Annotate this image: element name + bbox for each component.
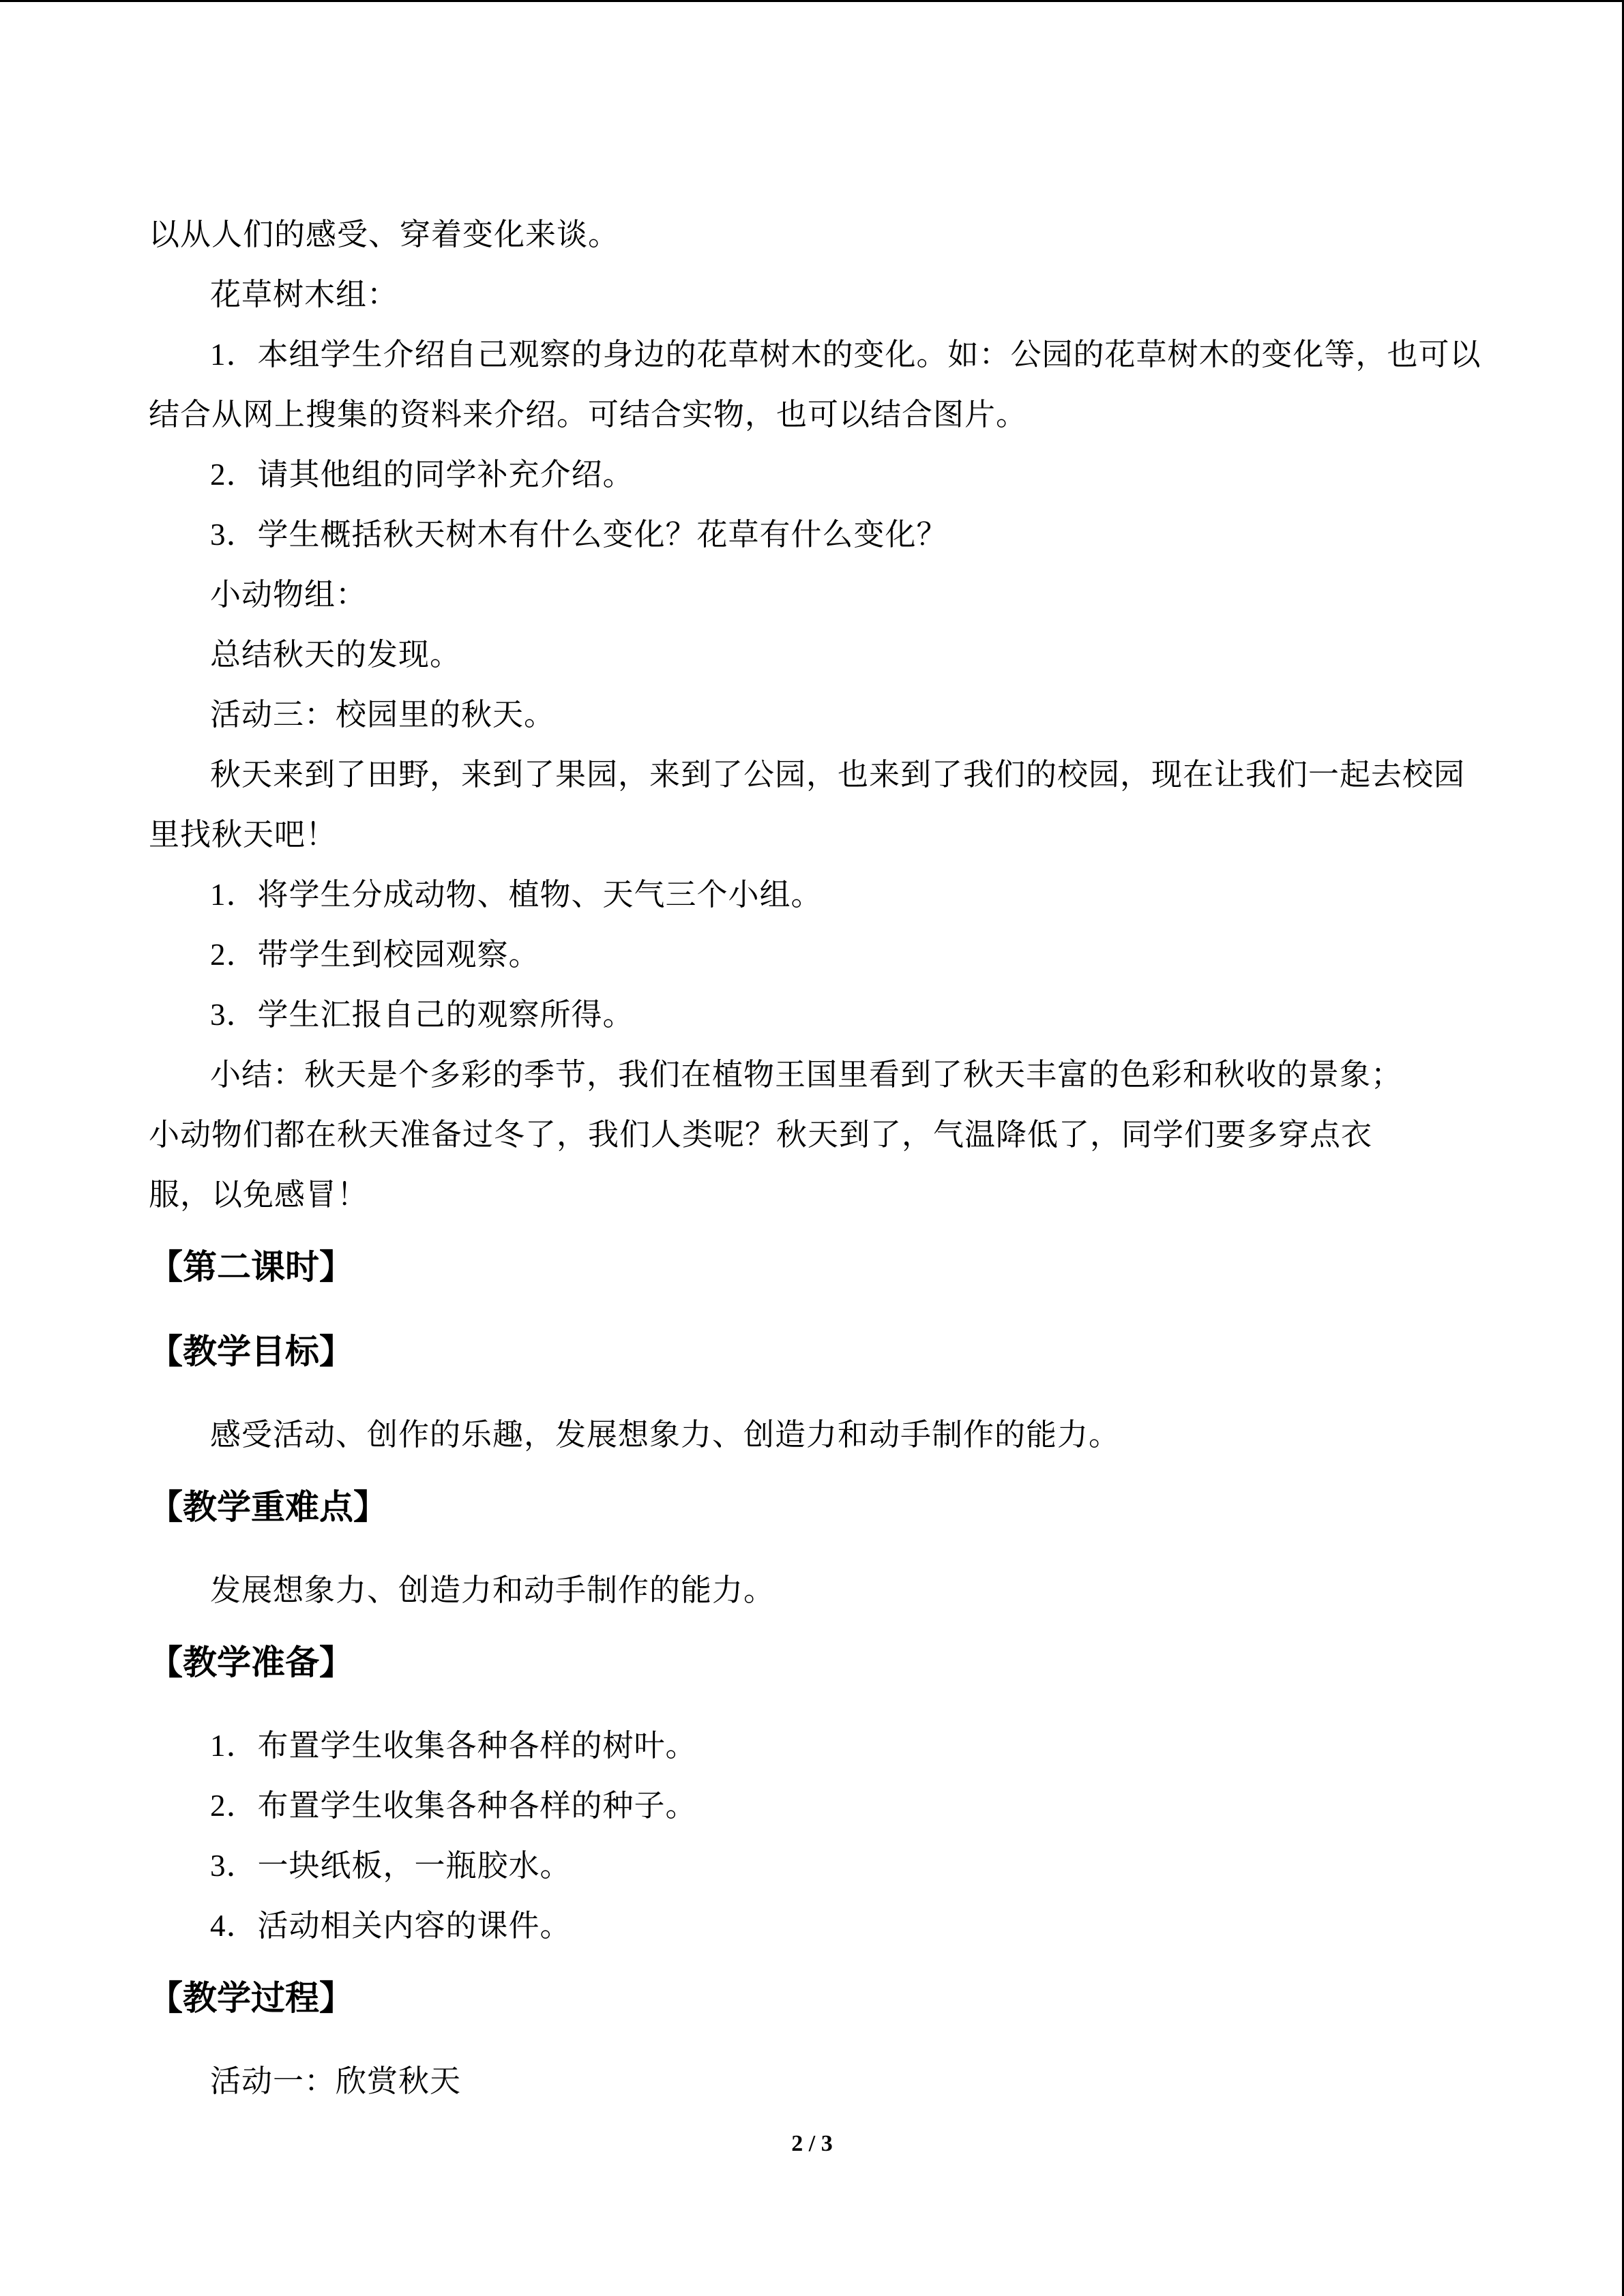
paragraph: 花草树木组： [210,278,399,312]
section-heading-process: 【教学过程】 [149,1978,353,2018]
keypoints-text: 发展想象力、创造力和动手制作的能力。 [210,1573,776,1607]
prep-item: 2．布置学生收集各种各样的种子。 [210,1789,697,1823]
page-content [149,205,1486,2111]
paragraph: 服，以免感冒！ [149,1178,369,1212]
paragraph: 3．学生汇报自己的观察所得。 [210,998,634,1032]
paragraph: 2．请其他组的同学补充介绍。 [210,458,634,492]
goals-text: 感受活动、创作的乐趣，发展想象力、创造力和动手制作的能力。 [210,1418,1121,1452]
prep-item: 3．一块纸板，一瓶胶水。 [210,1849,572,1883]
paragraph: 秋天来到了田野，来到了果园，来到了公园，也来到了我们的校园，现在让我们一起去校园里找秋天吧！ [149,758,1466,852]
page-number: 2 / 3 [791,2131,833,2156]
paragraph: 总结秋天的发现。 [210,638,462,672]
prep-item: 1．布置学生收集各种各样的树叶。 [210,1729,697,1763]
paragraph: 活动三：校园里的秋天。 [210,698,556,732]
section-heading-prep: 【教学准备】 [149,1643,353,1682]
paragraph: 1．本组学生介绍自己观察的身边的花草树木的变化。如：公园的花草树木的变化等，也可以结合从网上搜集的资料来介绍。可结合实物，也可以结合图片。 [149,338,1481,432]
paragraph: 以从人们的感受、穿着变化来谈。 [149,218,620,252]
process-activity-1: 活动一：欣赏秋天 [210,2064,462,2098]
paragraph: 小结：秋天是个多彩的季节，我们在植物王国里看到了秋天丰富的色彩和秋收的景象； [210,1058,1403,1092]
page-border-top [0,0,1624,2]
section-heading-goals: 【教学目标】 [149,1332,353,1371]
section-heading-keypoints: 【教学重难点】 [149,1487,387,1527]
section-heading-lesson2: 【第二课时】 [149,1247,353,1287]
paragraph: 3．学生概括秋天树木有什么变化？花草有什么变化？ [210,518,948,552]
paragraph: 1．将学生分成动物、植物、天气三个小组。 [210,878,823,912]
paragraph: 小动物组： [210,578,368,612]
paragraph: 2．带学生到校园观察。 [210,938,540,972]
prep-item: 4．活动相关内容的课件。 [210,1909,572,1943]
paragraph: 小动物们都在秋天准备过冬了，我们人类呢？秋天到了，气温降低了，同学们要多穿点衣 [149,1118,1373,1152]
